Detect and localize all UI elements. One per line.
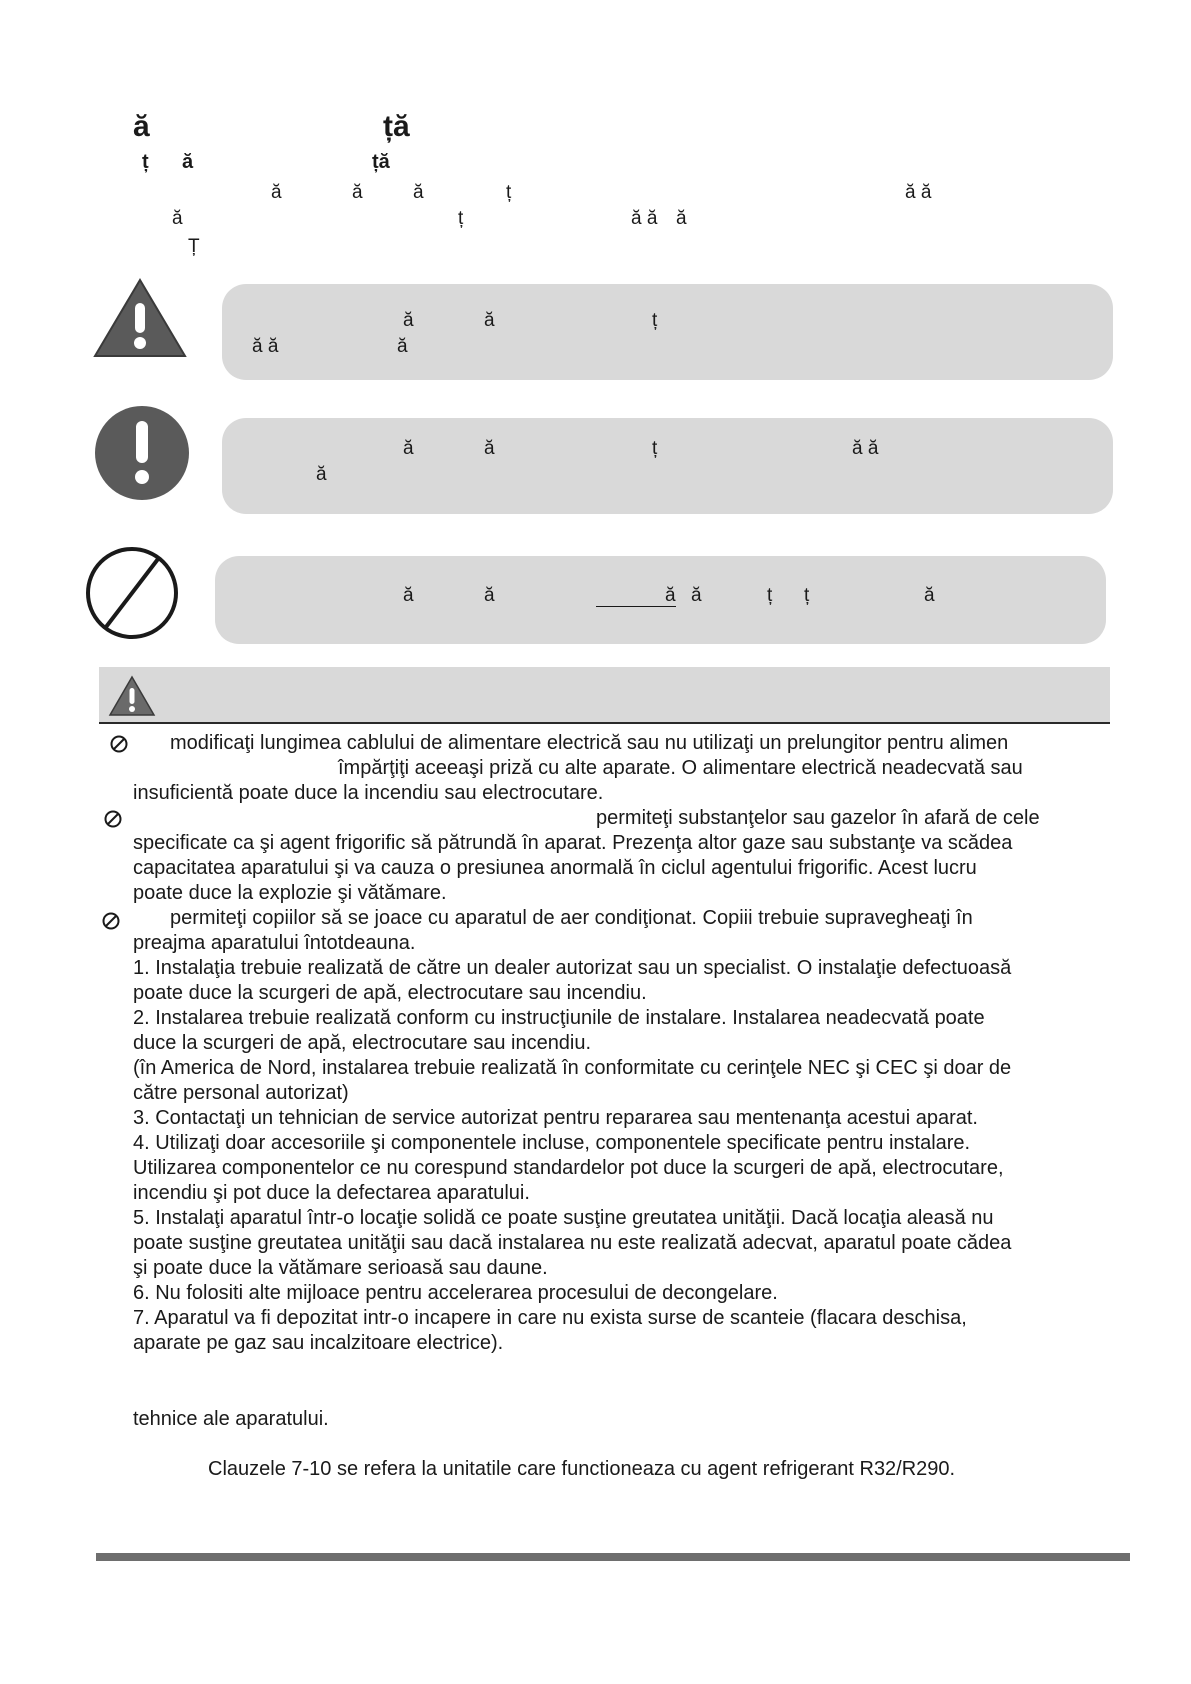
caution-fragment: ă ă (852, 438, 879, 459)
subtitle-fragment-3: ță (372, 151, 390, 173)
body-line: poate susţine greutatea unităţii sau dacă instalarea nu este realizată adecvat, aparatul poate cădea (133, 1232, 1012, 1254)
body-line: 1. Instalaţia trebuie realizată de către un dealer autorizat sau un specialist. O instalaţie defectuoasă (133, 957, 1012, 979)
footer-rule (96, 1553, 1130, 1561)
clause-note: Clauzele 7-10 se refera la unitatile care functioneaza cu agent refrigerant R32/R290. (208, 1458, 956, 1480)
body-line: poate duce la explozie şi vătămare. (133, 882, 447, 904)
body-line: duce la scurgeri de apă, electrocutare sau incendiu. (133, 1032, 592, 1054)
warning-section-header (99, 667, 1110, 724)
intro-fragment: ă ă (905, 182, 932, 203)
prohibited-fragment: ă (691, 585, 702, 606)
body-line: 6. Nu folositi alte mijloace pentru accelerarea procesului de decongelare. (133, 1282, 778, 1304)
intro-fragment: ă (271, 182, 282, 203)
intro-fragment: ă (676, 208, 687, 229)
prohibited-small-icon (102, 912, 120, 930)
body-line: şi poate duce la vătămare serioasă sau daune. (133, 1257, 548, 1279)
body-line: incendiu şi pot duce la defectarea aparatului. (133, 1182, 530, 1204)
prohibited-fragment: ț (767, 585, 773, 606)
blank-underline (596, 606, 676, 607)
caution-fragment: ă (316, 464, 327, 485)
body-line: aparate pe gaz sau incalzitoare electrice). (133, 1332, 504, 1354)
warning-triangle-small-icon (108, 675, 156, 717)
body-line: 7. Aparatul va fi depozitat intr-o incapere in care nu exista surse de scanteie (flacara deschisa, (133, 1307, 967, 1329)
prohibited-fragment: ț (804, 585, 810, 606)
body-line: (în America de Nord, instalarea trebuie realizată în conformitate cu cerinţele NEC şi CEC şi doar de (133, 1057, 1012, 1079)
body-line: 5. Instalaţi aparatul într-o locaţie solidă ce poate susţine greutatea unităţii. Dacă locaţia aleasă nu (133, 1207, 994, 1229)
body-line: 2. Instalarea trebuie realizată conform cu instrucţiunile de instalare. Instalarea neadecvată poate (133, 1007, 985, 1029)
warning-fragment: ă ă (252, 336, 279, 357)
subtitle-fragment-2: ă (182, 151, 194, 173)
prohibited-fragment: ă (924, 585, 935, 606)
body-line: permiteţi substanţelor sau gazelor în afară de cele (596, 807, 1040, 829)
body-line: 4. Utilizaţi doar accesoriile şi componentele incluse, componentele specificate pentru instalare. (133, 1132, 971, 1154)
body-line: specificate ca şi agent frigorific să pătrundă în aparat. Prezenţa altor gaze sau substanţe va scădea (133, 832, 1013, 854)
prohibited-icon (84, 545, 180, 641)
warning-triangle-icon (92, 277, 188, 359)
prohibited-small-icon (104, 810, 122, 828)
body-line: Utilizarea componentelor ce nu corespund standardelor pot duce la scurgeri de apă, electrocutare, (133, 1157, 1004, 1179)
prohibited-fragment: ă (665, 585, 676, 606)
prohibited-fragment: ă (484, 585, 495, 606)
prohibited-box (215, 556, 1106, 644)
intro-fragment: ă (172, 208, 183, 229)
intro-fragment: ă (352, 182, 363, 203)
body-line: preajma aparatului întotdeauna. (133, 932, 416, 954)
warning-fragment: ț (652, 310, 658, 331)
page-title-fragment-1: ă (133, 110, 150, 143)
caution-fragment: ț (652, 438, 658, 459)
warning-fragment: ă (397, 336, 408, 357)
intro-fragment: ț (506, 182, 512, 203)
intro-fragment: ț (458, 208, 464, 229)
caution-fragment: ă (403, 438, 414, 459)
body-line: către personal autorizat) (133, 1082, 349, 1104)
body-line: 3. Contactaţi un tehnician de service autorizat pentru repararea sau mentenanţa acestui aparat. (133, 1107, 978, 1129)
body-line: poate duce la scurgeri de apă, electrocutare sau incendiu. (133, 982, 647, 1004)
body-line: insuficientă poate duce la incendiu sau electrocutare. (133, 782, 604, 804)
subtitle-fragment-1: ț (142, 151, 149, 173)
intro-fragment: ă ă (631, 208, 658, 229)
page-title-fragment-2: ță (383, 110, 410, 143)
body-line: împărţiţi aceeaşi priză cu alte aparate. O alimentare electrică neadecvată sau (338, 757, 1023, 779)
warning-fragment: ă (403, 310, 414, 331)
body-line: permiteţi copiilor să se joace cu aparatul de aer condiţionat. Copiii trebuie supravegheaţi în (170, 907, 973, 929)
intro-fragment: Ț (188, 236, 200, 257)
caution-box (222, 418, 1113, 514)
intro-fragment: ă (413, 182, 424, 203)
caution-circle-icon (94, 405, 190, 501)
warning-fragment: ă (484, 310, 495, 331)
prohibited-small-icon (110, 735, 128, 753)
prohibited-fragment: ă (403, 585, 414, 606)
body-line: modificaţi lungimea cablului de alimentare electrică sau nu utilizaţi un prelungitor pentru alimen (170, 732, 1009, 754)
warning-box (222, 284, 1113, 380)
tehnice-line: tehnice ale aparatului. (133, 1408, 329, 1430)
body-line: capacitatea aparatului şi va cauza o presiunea anormală în ciclul agentului frigorific. Acest lucru (133, 857, 977, 879)
caution-fragment: ă (484, 438, 495, 459)
